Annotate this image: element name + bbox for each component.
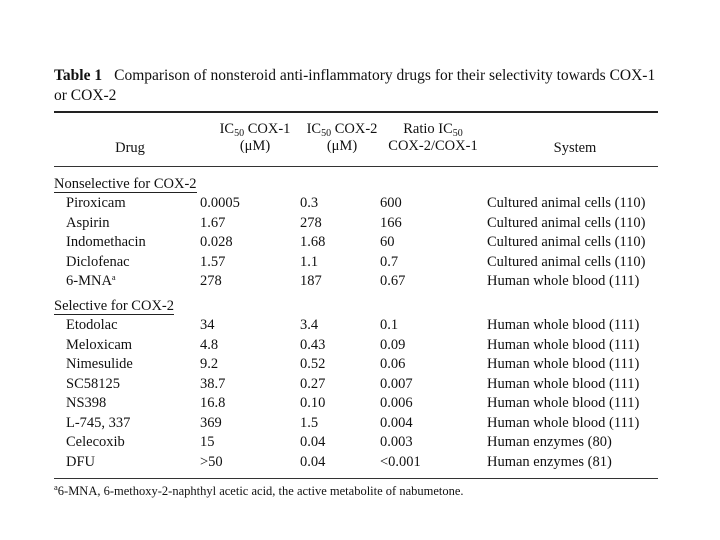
section-title-nonselective-text: Nonselective for COX-2	[54, 176, 197, 192]
drug-cell-text: Celecoxib	[66, 434, 125, 450]
section-title-nonselective	[54, 176, 197, 193]
system-cell-text: Human enzymes (80)	[487, 434, 612, 450]
ic50-cox2-cell-text: 278	[300, 214, 322, 231]
ic50-cox2-cell-text: 0.43	[300, 336, 326, 353]
system-cell	[487, 336, 639, 354]
footnote-marker: a	[54, 482, 58, 492]
ratio-cell-text: 0.004	[380, 414, 413, 431]
ratio-cell-text: 60	[380, 234, 395, 250]
ratio-cell-text: 600	[380, 195, 402, 211]
system-cell-text: Cultured animal cells (110)	[487, 195, 646, 211]
header-rule	[54, 166, 658, 167]
drug-cell	[66, 316, 118, 334]
drug-cell	[66, 453, 95, 471]
header-ic50-cox2-prefix: IC	[306, 121, 322, 137]
system-cell	[487, 433, 612, 451]
ic50-cox2-cell-text: 1.5	[300, 414, 319, 431]
section-title-selective-text: Selective for COX-2	[54, 298, 174, 314]
ic50-cox1-cell-text: >50	[200, 453, 223, 470]
ic50-cox1-cell	[200, 414, 290, 432]
header-ratio	[378, 121, 488, 155]
table-row	[0, 272, 720, 290]
system-cell	[487, 453, 612, 471]
ic50-cox1-cell	[200, 336, 290, 354]
ic50-cox1-cell	[200, 394, 290, 412]
header-ic50-cox1-suffix: COX-1	[244, 121, 291, 137]
ic50-cox2-cell	[300, 233, 370, 251]
header-ratio-prefix: Ratio IC	[403, 121, 453, 137]
system-cell	[487, 414, 639, 432]
ic50-cox1-cell-text: 16.8	[200, 395, 226, 411]
header-system: System	[553, 140, 597, 156]
ratio-cell-text: 0.007	[380, 375, 413, 392]
table-caption	[54, 66, 664, 106]
drug-cell-text: Diclofenac	[66, 253, 130, 270]
ratio-cell-text: 0.06	[380, 356, 406, 372]
header-ratio-unit: COX-2/COX-1	[388, 138, 478, 154]
drug-cell-text: Meloxicam	[66, 336, 133, 353]
ratio-cell-text: 0.006	[380, 395, 413, 411]
ic50-cox2-cell	[300, 375, 370, 393]
drug-cell-text: Piroxicam	[66, 195, 126, 211]
ic50-cox2-cell	[300, 453, 370, 471]
system-cell	[487, 272, 639, 290]
system-cell-text: Cultured animal cells (110)	[487, 253, 646, 270]
ic50-cox1-cell	[200, 355, 290, 373]
system-cell	[487, 233, 646, 251]
ratio-cell	[380, 375, 440, 393]
ic50-cox1-cell-text: 0.028	[200, 234, 233, 250]
system-cell	[487, 316, 639, 334]
top-rule	[54, 111, 658, 113]
table-row	[0, 336, 720, 354]
system-cell-text: Human whole blood (111)	[487, 317, 640, 333]
table-title: Comparison of nonsteroid anti-inflammatory drugs for their selectivity towards COX-1 or COX-2	[54, 67, 656, 104]
ic50-cox2-cell	[300, 253, 370, 271]
drug-cell-text: SC58125	[66, 375, 120, 392]
ic50-cox1-cell-text: 38.7	[200, 375, 226, 392]
table-row	[0, 233, 720, 251]
ic50-cox1-cell	[200, 453, 290, 471]
system-cell	[487, 253, 646, 271]
ic50-cox1-cell-text: 4.8	[200, 336, 219, 353]
ratio-cell-text: 0.09	[380, 336, 406, 353]
ic50-cox2-cell	[300, 355, 370, 373]
ratio-cell	[380, 194, 440, 212]
drug-cell	[66, 233, 146, 251]
table-row	[0, 414, 720, 432]
ic50-cox2-cell-text: 3.4	[300, 317, 319, 333]
ic50-cox2-cell-text: 0.52	[300, 356, 326, 372]
ratio-cell-text: <0.001	[380, 453, 421, 470]
table-row	[0, 375, 720, 393]
table-row	[0, 214, 720, 232]
ic50-cox2-cell-text: 187	[300, 273, 322, 289]
ratio-cell-text: 0.003	[380, 434, 413, 450]
section-title-selective	[54, 298, 174, 315]
drug-cell	[66, 394, 106, 412]
ic50-cox1-cell	[200, 433, 290, 451]
ic50-cox1-cell	[200, 316, 290, 334]
ratio-cell-text: 166	[380, 214, 402, 231]
ic50-cox1-cell	[200, 233, 290, 251]
ic50-cox2-cell	[300, 433, 370, 451]
ic50-cox1-cell-text: 1.57	[200, 253, 226, 270]
drug-cell	[66, 253, 130, 271]
ic50-cox1-cell-text: 34	[200, 317, 215, 333]
ic50-cox1-cell-text: 278	[200, 273, 222, 289]
bottom-rule	[54, 478, 658, 479]
table-row	[0, 253, 720, 271]
ratio-cell-text: 0.67	[380, 273, 406, 289]
footnote-ref: a	[111, 272, 116, 282]
ic50-cox2-cell	[300, 194, 370, 212]
table-row	[0, 355, 720, 373]
table-row	[0, 453, 720, 471]
header-ic50-cox1-prefix: IC	[219, 121, 235, 137]
header-ic50-cox2-sub: 50	[321, 128, 332, 139]
drug-cell	[66, 272, 116, 290]
drug-cell	[66, 194, 126, 212]
ic50-cox1-cell	[200, 375, 290, 393]
ic50-cox2-cell-text: 0.10	[300, 395, 326, 411]
header-ic50-cox2-unit: (μM)	[326, 138, 358, 154]
header-ic50-cox2-suffix: COX-2	[331, 121, 378, 137]
ic50-cox2-cell-text: 0.3	[300, 195, 319, 211]
header-ic50-cox1	[205, 121, 305, 155]
drug-cell-text: DFU	[66, 453, 96, 470]
system-cell	[487, 394, 639, 412]
drug-cell	[66, 336, 132, 354]
ic50-cox2-cell-text: 0.27	[300, 375, 326, 392]
ic50-cox1-cell-text: 0.0005	[200, 195, 240, 211]
header-ic50-cox2	[297, 121, 387, 155]
drug-cell-text: L-745, 337	[66, 414, 131, 431]
ratio-cell	[380, 214, 440, 232]
system-cell-text: Cultured animal cells (110)	[487, 214, 646, 231]
drug-cell-text: Aspirin	[66, 214, 110, 231]
drug-cell-text: Indomethacin	[66, 234, 146, 250]
drug-cell	[66, 433, 125, 451]
ratio-cell	[380, 336, 440, 354]
drug-cell	[66, 414, 130, 432]
ratio-cell	[380, 316, 440, 334]
footnote-text: 6-MNA, 6-methoxy-2-naphthyl acetic acid, the active metabolite of nabumetone.	[57, 484, 464, 498]
ic50-cox1-cell-text: 369	[200, 414, 222, 431]
ic50-cox2-cell-text: 1.1	[300, 253, 319, 270]
drug-cell-text: 6-MNA	[66, 273, 112, 289]
ic50-cox2-cell	[300, 336, 370, 354]
ratio-cell	[380, 394, 440, 412]
drug-cell	[66, 214, 110, 232]
system-cell	[487, 375, 639, 393]
header-ic50-cox1-sub: 50	[234, 128, 245, 139]
system-cell-text: Human whole blood (111)	[487, 414, 640, 431]
system-cell	[487, 355, 639, 373]
ic50-cox1-cell	[200, 272, 290, 290]
ratio-cell-text: 0.1	[380, 317, 399, 333]
ic50-cox2-cell	[300, 214, 370, 232]
header-ratio-sub: 50	[452, 128, 463, 139]
ic50-cox1-cell-text: 15	[200, 434, 215, 450]
ratio-cell	[380, 233, 440, 251]
ratio-cell	[380, 433, 440, 451]
ic50-cox2-cell	[300, 272, 370, 290]
drug-cell	[66, 375, 120, 393]
table-footnote	[54, 484, 464, 499]
ic50-cox2-cell-text: 0.04	[300, 434, 326, 450]
ic50-cox2-cell	[300, 394, 370, 412]
ic50-cox2-cell-text: 0.04	[300, 453, 326, 470]
ratio-cell-text: 0.7	[380, 253, 399, 270]
ratio-cell	[380, 453, 440, 471]
ic50-cox2-cell-text: 1.68	[300, 234, 326, 250]
system-cell-text: Human whole blood (111)	[487, 273, 640, 289]
drug-cell	[66, 355, 133, 373]
ratio-cell	[380, 355, 440, 373]
table-row	[0, 394, 720, 412]
ratio-cell	[380, 253, 440, 271]
system-cell	[487, 194, 646, 212]
ic50-cox2-cell	[300, 414, 370, 432]
table-row	[0, 316, 720, 334]
ic50-cox1-cell	[200, 194, 290, 212]
ic50-cox1-cell-text: 1.67	[200, 214, 226, 231]
system-cell-text: Human whole blood (111)	[487, 395, 640, 411]
ratio-cell	[380, 414, 440, 432]
drug-cell-text: Etodolac	[66, 317, 118, 333]
drug-cell-text: Nimesulide	[66, 356, 133, 372]
system-cell-text: Human whole blood (111)	[487, 336, 640, 353]
system-cell-text: Human enzymes (81)	[487, 453, 612, 470]
header-drug: Drug	[115, 140, 145, 156]
ic50-cox1-cell	[200, 253, 290, 271]
header-ic50-cox1-unit: (μM)	[239, 138, 271, 154]
ic50-cox1-cell	[200, 214, 290, 232]
drug-cell-text: NS398	[66, 395, 107, 411]
system-cell-text: Cultured animal cells (110)	[487, 234, 646, 250]
system-cell	[487, 214, 646, 232]
ratio-cell	[380, 272, 440, 290]
table-row	[0, 194, 720, 212]
table-label: Table 1	[54, 67, 103, 84]
table-row	[0, 433, 720, 451]
system-cell-text: Human whole blood (111)	[487, 356, 640, 372]
ic50-cox2-cell	[300, 316, 370, 334]
system-cell-text: Human whole blood (111)	[487, 375, 640, 392]
ic50-cox1-cell-text: 9.2	[200, 356, 219, 372]
